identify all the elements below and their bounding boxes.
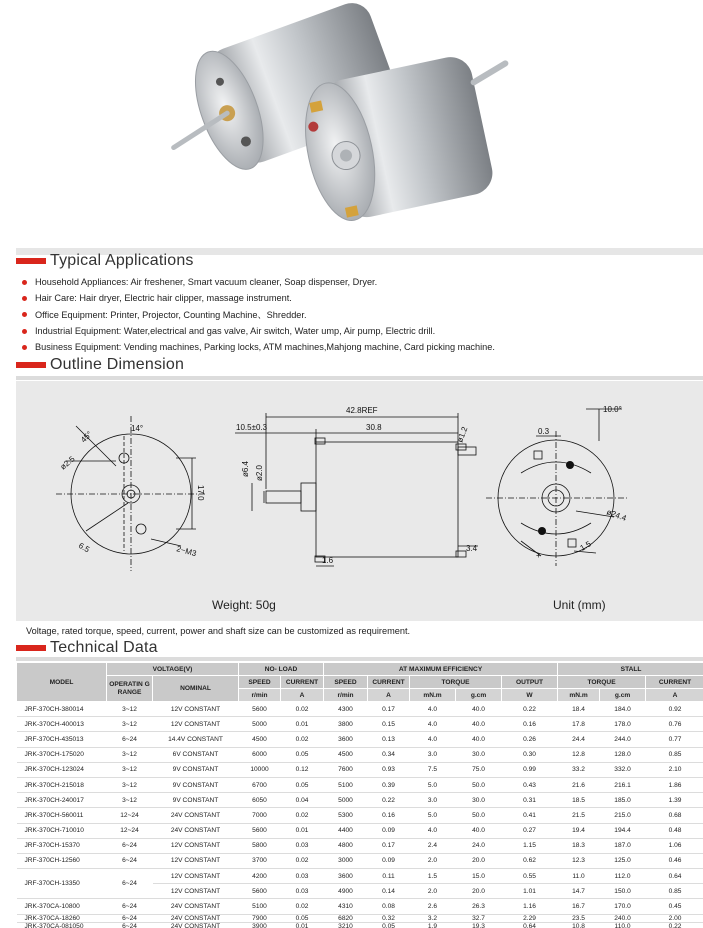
table-cell: 4800 [324,838,368,853]
table-cell: 215.0 [600,808,646,823]
table-cell: 6~24 [107,914,153,922]
table-row [17,869,703,884]
table-row [17,823,703,838]
model-cell: JRK-370CH-240017 [17,793,107,808]
table-cell: 1.9 [410,922,456,928]
table-cell: 0.16 [502,717,558,732]
bullet-icon [22,329,27,334]
table-cell: 2.0 [410,884,456,899]
table-cell: 12V CONSTANT [153,702,239,717]
side-dim-label: ø1.2 [455,425,470,444]
model-cell: JRK-370CH-710010 [17,823,107,838]
unit-cell: A [368,689,410,702]
table-cell: 3210 [324,922,368,928]
table-cell: 4.0 [410,717,456,732]
table-cell: 0.01 [281,922,324,928]
table-cell: 12~24 [107,823,153,838]
table-cell: 3800 [324,717,368,732]
heading-accent-bar [16,645,46,651]
table-cell: 0.77 [646,732,703,747]
table-cell: 26.3 [456,899,502,914]
table-cell: 5300 [324,808,368,823]
unit-cell: mN.m [558,689,600,702]
table-cell: 12V CONSTANT [153,884,239,899]
table-cell: 15.0 [456,869,502,884]
table-cell: 6700 [239,777,281,792]
table-cell: 0.99 [502,762,558,777]
table-cell: 4900 [324,884,368,899]
table-cell: 3~12 [107,747,153,762]
table-cell: 9V CONSTANT [153,777,239,792]
table-cell: 5100 [239,899,281,914]
table-cell: 194.4 [600,823,646,838]
table-row [17,777,703,792]
unit-cell: A [281,689,324,702]
unit-cell: g.cm [600,689,646,702]
model-cell: JRF-370CH-380014 [17,702,107,717]
table-cell: 24V CONSTANT [153,899,239,914]
table-cell: 0.16 [368,808,410,823]
model-cell: JRF-370CH-13350 [17,869,107,899]
table-cell: 50.0 [456,808,502,823]
table-cell: 0.05 [281,914,324,922]
technical-data-table [16,662,703,928]
table-cell: 5100 [324,777,368,792]
table-cell: 6~24 [107,899,153,914]
model-cell: JRF-370CH-12560 [17,853,107,868]
table-cell: 125.0 [600,853,646,868]
product-photo [16,0,703,248]
side-dim-label: ø2.0 [255,464,264,481]
motor-illustration [16,0,703,248]
table-cell: 12.3 [558,853,600,868]
table-cell: 128.0 [600,747,646,762]
model-cell: JRF-370CH-435013 [17,732,107,747]
table-cell: 24V CONSTANT [153,914,239,922]
table-cell: 3.0 [410,793,456,808]
table-cell: 3600 [324,732,368,747]
table-header [17,663,703,702]
table-cell: 5600 [239,884,281,899]
table-cell: 4400 [324,823,368,838]
col-output: OUTPUT [502,676,558,689]
model-cell: JRK-370CA-10800 [17,899,107,914]
outline-drawing-panel [16,381,703,621]
table-cell: 0.17 [368,702,410,717]
table-cell: 0.30 [502,747,558,762]
table-row [17,762,703,777]
table-cell: 185.0 [600,793,646,808]
bullet-icon [22,280,27,285]
table-cell: 2.10 [646,762,703,777]
table-cell: 4500 [239,732,281,747]
table-cell: 0.17 [368,838,410,853]
table-cell: 0.12 [281,762,324,777]
table-cell: 24.0 [456,838,502,853]
table-row [17,732,703,747]
table-cell: 40.0 [456,717,502,732]
table-cell: 0.08 [368,899,410,914]
table-cell: 240.0 [600,914,646,922]
table-cell: 0.85 [646,747,703,762]
table-cell: 0.22 [502,702,558,717]
table-body [17,702,703,928]
table-cell: 0.62 [502,853,558,868]
table-cell: 18.4 [558,702,600,717]
table-cell: 0.11 [368,869,410,884]
col-current: CURRENT [646,676,703,689]
unit-cell: g.cm [456,689,502,702]
model-cell: JRK-370CH-400013 [17,717,107,732]
table-cell: 10000 [239,762,281,777]
table-cell: 0.09 [368,853,410,868]
list-item: Office Equipment: Printer, Projector, Counting Machine、Shredder. [22,307,692,323]
table-cell: 0.05 [368,922,410,928]
table-cell: 332.0 [600,762,646,777]
table-cell: 2.6 [410,899,456,914]
table-cell: 5000 [239,717,281,732]
table-cell: 0.26 [502,732,558,747]
table-cell: 1.16 [502,899,558,914]
table-cell: 12V CONSTANT [153,853,239,868]
col-voltage: VOLTAGE(V) [107,663,239,676]
col-max-eff: AT MAXIMUM EFFICIENCY [324,663,558,676]
table-cell: 4.0 [410,702,456,717]
list-item: Industrial Equipment: Water,electrical and gas valve, Air switch, Water ump, Air pump, Electric drill. [22,323,692,339]
table-cell: 30.0 [456,747,502,762]
unit-cell: A [646,689,703,702]
table-cell: 7000 [239,808,281,823]
table-cell: 0.01 [281,823,324,838]
table-cell: 0.34 [368,747,410,762]
table-row [17,793,703,808]
model-cell: JRK-370CA-18260 [17,914,107,922]
front-dim-label: 45° [79,429,94,445]
col-nominal: NOMINAL [153,676,239,702]
table-cell: 19.4 [558,823,600,838]
table-cell: 12V CONSTANT [153,869,239,884]
table-cell: 32.7 [456,914,502,922]
table-cell: 0.92 [646,702,703,717]
side-dim-label: 3.4 [466,544,478,553]
table-cell: 16.7 [558,899,600,914]
table-cell: 3.0 [410,747,456,762]
table-cell: 4500 [324,747,368,762]
table-cell: 3.2 [410,914,456,922]
table-row [17,838,703,853]
front-dim-label: 2−M3 [175,544,198,559]
table-cell: 40.0 [456,823,502,838]
col-torque: TORQUE [410,676,502,689]
rear-dim-label: 0.3 [538,427,550,436]
table-cell: 5600 [239,823,281,838]
table-cell: 0.31 [502,793,558,808]
table-cell: 184.0 [600,702,646,717]
table-cell: 5.0 [410,777,456,792]
table-cell: 1.5 [410,869,456,884]
rear-dim-label: 1.5 [578,539,593,553]
table-cell: 0.32 [368,914,410,922]
table-cell: 216.1 [600,777,646,792]
customization-note: Voltage, rated torque, speed, current, power and shaft size can be customized as requirement. [26,626,411,636]
bullet-icon [22,345,27,350]
table-cell: 0.45 [646,899,703,914]
table-cell: 1.39 [646,793,703,808]
table-cell: 0.93 [368,762,410,777]
table-cell: 112.0 [600,869,646,884]
col-speed: SPEED [239,676,281,689]
col-model: MODEL [17,663,107,702]
bullet-icon [22,296,27,301]
table-cell: 6000 [239,747,281,762]
table-cell: 14.7 [558,884,600,899]
unit-cell: r/min [239,689,281,702]
table-cell: 0.02 [281,702,324,717]
applications-list [22,274,692,355]
table-cell: 0.03 [281,838,324,853]
table-cell: 6~24 [107,838,153,853]
table-cell: 2.4 [410,838,456,853]
front-dim-label: 17.0 [196,485,205,501]
heading-accent-bar [16,362,46,368]
table-cell: 110.0 [600,922,646,928]
table-cell: 24V CONSTANT [153,823,239,838]
table-cell: 0.27 [502,823,558,838]
table-cell: 20.0 [456,853,502,868]
table-cell: 0.85 [646,884,703,899]
table-cell: 20.0 [456,884,502,899]
rear-dim-label: ø24.4 [605,507,628,523]
table-cell: 3~12 [107,793,153,808]
front-dim-label: 14° [131,424,144,433]
table-row [17,914,703,922]
table-cell: 0.76 [646,717,703,732]
unit-cell: mN.m [410,689,456,702]
side-dim-label: 42.8REF [346,406,378,415]
unit-cell: W [502,689,558,702]
table-cell: 0.39 [368,777,410,792]
table-cell: 23.5 [558,914,600,922]
heading-accent-bar [16,258,46,264]
col-current: CURRENT [368,676,410,689]
col-operating-range: OPERATIN G RANGE [107,676,153,702]
table-cell: 3700 [239,853,281,868]
col-stall: STALL [558,663,703,676]
model-cell: JRK-370CH-175020 [17,747,107,762]
table-cell: 0.46 [646,853,703,868]
table-cell: 5.0 [410,808,456,823]
table-cell: 4.0 [410,732,456,747]
model-cell: JRF-370CH-15370 [17,838,107,853]
table-cell: 0.05 [281,747,324,762]
table-cell: 3~12 [107,717,153,732]
table-cell: 0.02 [281,853,324,868]
col-torque: TORQUE [558,676,646,689]
table-cell: 6V CONSTANT [153,747,239,762]
table-cell: 21.5 [558,808,600,823]
table-cell: 10.8 [558,922,600,928]
table-cell: 4300 [324,702,368,717]
table-cell: 6~24 [107,732,153,747]
table-cell: 1.01 [502,884,558,899]
table-cell: 6~24 [107,853,153,868]
divider-band [16,657,703,661]
table-cell: 0.04 [281,793,324,808]
table-cell: 6~24 [107,922,153,928]
table-cell: 0.03 [281,884,324,899]
table-cell: 12V CONSTANT [153,838,239,853]
table-cell: 0.02 [281,732,324,747]
table-cell: 17.8 [558,717,600,732]
table-cell: 1.06 [646,838,703,853]
unit-label: Unit (mm) [553,598,606,612]
table-cell: 0.43 [502,777,558,792]
table-cell: 4200 [239,869,281,884]
table-cell: 7600 [324,762,368,777]
side-dim-label: 10.5±0.3 [236,423,268,432]
table-cell: 24V CONSTANT [153,808,239,823]
table-cell: 9V CONSTANT [153,762,239,777]
table-cell: 0.22 [646,922,703,928]
col-speed: SPEED [324,676,368,689]
table-cell: 0.05 [281,777,324,792]
table-row [17,853,703,868]
table-cell: 12~24 [107,808,153,823]
applications-heading: Typical Applications [16,251,700,271]
table-cell: 3~12 [107,702,153,717]
weight-label: Weight: 50g [212,598,276,612]
table-cell: 21.6 [558,777,600,792]
side-dim-label: 30.8 [366,423,382,432]
table-cell: 18.5 [558,793,600,808]
table-cell: 4.0 [410,823,456,838]
model-cell: JRK-370CH-215018 [17,777,107,792]
table-cell: 3~12 [107,762,153,777]
list-item: Business Equipment: Vending machines, Parking locks, ATM machines,Mahjong machine, Card picking machine. [22,339,692,355]
table-cell: 18.3 [558,838,600,853]
table-cell: 1.15 [502,838,558,853]
bullet-icon [22,312,27,317]
model-cell: JRK-370CA-081050 [17,922,107,928]
table-cell: 12V CONSTANT [153,717,239,732]
table-cell: 187.0 [600,838,646,853]
divider-band [16,376,703,380]
table-cell: 12.8 [558,747,600,762]
table-cell: 0.02 [281,808,324,823]
table-cell: 0.09 [368,823,410,838]
side-view-body [316,442,458,557]
dimension-drawing [16,381,703,621]
list-item: Hair Care: Hair dryer, Electric hair clipper, massage instrument. [22,290,692,306]
front-dim-label: 6.5 [77,540,92,555]
col-current: CURRENT [281,676,324,689]
table-cell: 244.0 [600,732,646,747]
table-cell: 75.0 [456,762,502,777]
table-row [17,922,703,928]
table-cell: 6050 [239,793,281,808]
side-dim-label: 1.6 [322,556,334,565]
table-cell: 0.02 [281,899,324,914]
table-row [17,747,703,762]
table-cell: 5000 [324,793,368,808]
table-row [17,899,703,914]
technical-heading: Technical Data [16,638,700,658]
table-cell: 0.13 [368,732,410,747]
table-cell: 0.41 [502,808,558,823]
table-cell: 3~12 [107,777,153,792]
table-cell: 24.4 [558,732,600,747]
table-cell: 0.22 [368,793,410,808]
rear-dim-label: + [536,551,541,560]
table-cell: 2.00 [646,914,703,922]
table-cell: 5600 [239,702,281,717]
table-cell: 6~24 [107,869,153,899]
side-dim-label: ø6.4 [241,460,250,477]
table-cell: 11.0 [558,869,600,884]
table-cell: 0.14 [368,884,410,899]
model-cell: JRK-370CH-123024 [17,762,107,777]
table-cell: 6820 [324,914,368,922]
table-cell: 7900 [239,914,281,922]
list-item: Household Appliances: Air freshener, Smart vacuum cleaner, Soap dispenser, Dryer. [22,274,692,290]
table-cell: 0.55 [502,869,558,884]
table-cell: 178.0 [600,717,646,732]
table-cell: 9V CONSTANT [153,793,239,808]
table-cell: 33.2 [558,762,600,777]
table-cell: 0.64 [646,869,703,884]
col-no-load: NO- LOAD [239,663,324,676]
front-dim-label: ø2.5 [58,454,77,472]
table-cell: 2.29 [502,914,558,922]
table-row [17,702,703,717]
model-cell: JRK-370CH-560011 [17,808,107,823]
table-cell: 170.0 [600,899,646,914]
unit-cell: r/min [324,689,368,702]
table-row [17,717,703,732]
table-cell: 150.0 [600,884,646,899]
table-cell: 0.03 [281,869,324,884]
table-cell: 50.0 [456,777,502,792]
table-cell: 0.68 [646,808,703,823]
table-cell: 40.0 [456,702,502,717]
table-cell: 30.0 [456,793,502,808]
table-cell: 3600 [324,869,368,884]
table-cell: 3000 [324,853,368,868]
rear-dim-label: 10.0° [603,405,622,414]
table-cell: 5800 [239,838,281,853]
table-cell: 24V CONSTANT [153,922,239,928]
table-cell: 40.0 [456,732,502,747]
table-cell: 7.5 [410,762,456,777]
table-cell: 0.01 [281,717,324,732]
table-cell: 2.0 [410,853,456,868]
table-row [17,808,703,823]
table-cell: 1.86 [646,777,703,792]
table-cell: 3900 [239,922,281,928]
table-cell: 0.64 [502,922,558,928]
table-cell: 0.48 [646,823,703,838]
table-cell: 4310 [324,899,368,914]
table-cell: 19.3 [456,922,502,928]
table-cell: 14.4V CONSTANT [153,732,239,747]
table-cell: 0.15 [368,717,410,732]
outline-heading: Outline Dimension [16,355,700,375]
